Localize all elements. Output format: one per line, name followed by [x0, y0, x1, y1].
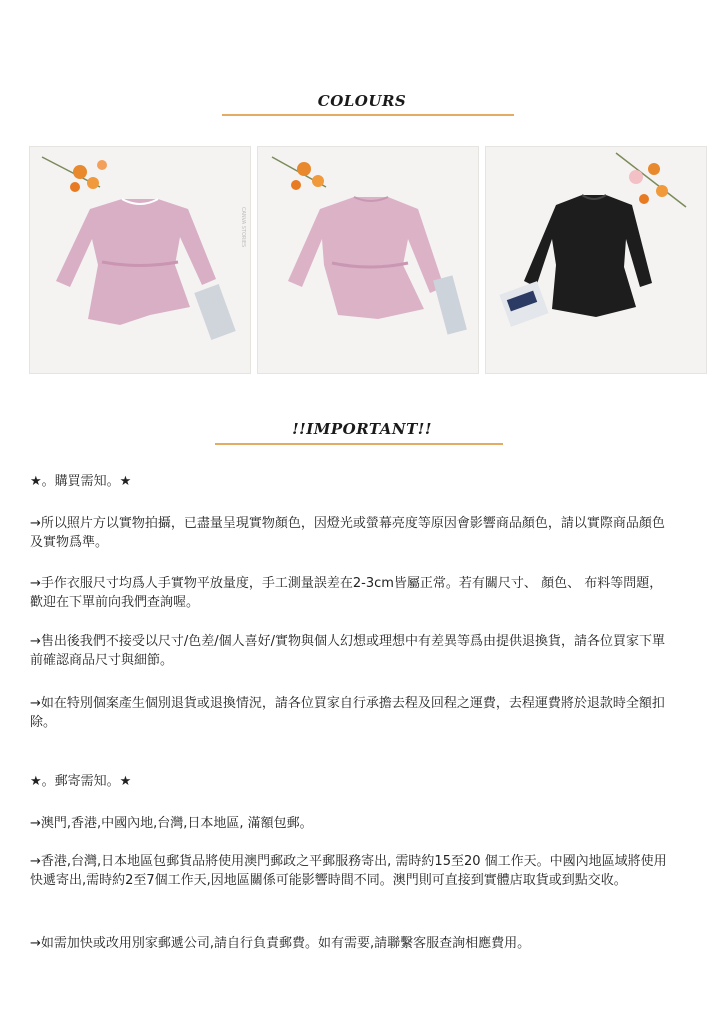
colours-underline: [222, 114, 514, 116]
important-title: !!IMPORTANT!!: [292, 420, 432, 438]
flower-icon: [616, 153, 686, 207]
product-photo-pink[interactable]: [29, 146, 251, 374]
product-photo-black[interactable]: [485, 146, 707, 374]
important-underline: [215, 443, 503, 445]
shipping-note-1: →澳門,香港,中國內地,台灣,日本地區, 滿額包郵。: [30, 816, 313, 831]
black-top-illustration: [486, 147, 707, 374]
purchase-heading: ★。購買需知。★: [30, 474, 132, 489]
shipping-heading: ★。郵寄需知。★: [30, 774, 132, 789]
purchase-note-4: →如在特別個案產生個別退貨或退換情況，請各位買家自行承擔去程及回程之運費，去程運費將於退款時全額扣除。: [30, 696, 665, 730]
flower-icon: [272, 157, 326, 190]
pink-top-back-illustration: [258, 147, 479, 374]
shipping-note-3: →如需加快或改用別家郵遞公司,請自行負責郵費。如有需要,請聯繫客服查詢相應費用。: [30, 936, 531, 951]
shipping-note-2: →香港,台灣,日本地區包郵貨品將使用澳門郵政之平郵服務寄出, 需時約15至20 個工作天。中國內地區域將使用快遞寄出,需時約2至7個工作天,因地區關係可能影響時間不同。澳門則可直接到實體店取貨或到點交收。: [30, 854, 667, 888]
colours-title: COLOURS: [317, 92, 407, 110]
purchase-note-3: →售出後我們不接受以尺寸/色差/個人喜好/實物與個人幻想或理想中有差異等爲由提供退換貨，請各位買家下單前確認商品尺寸與細節。: [30, 634, 666, 668]
watermark-text: CANVA STORIES: [240, 207, 246, 248]
pink-top-illustration: [30, 147, 251, 374]
product-photo-pink-back[interactable]: [257, 146, 479, 374]
purchase-note-1: →所以照片方以實物拍攝，已盡量呈現實物顏色，因燈光或螢幕亮度等原因會影響商品顏色，請以實際商品顏色及實物爲準。: [30, 516, 665, 550]
purchase-note-2: →手作衣服尺寸均爲人手實物平放量度，手工測量誤差在2-3cm皆屬正常。若有關尺寸、 顏色、 布料等問題，歡迎在下單前向我們查詢喔。: [30, 576, 663, 610]
flower-icon: [42, 157, 107, 192]
